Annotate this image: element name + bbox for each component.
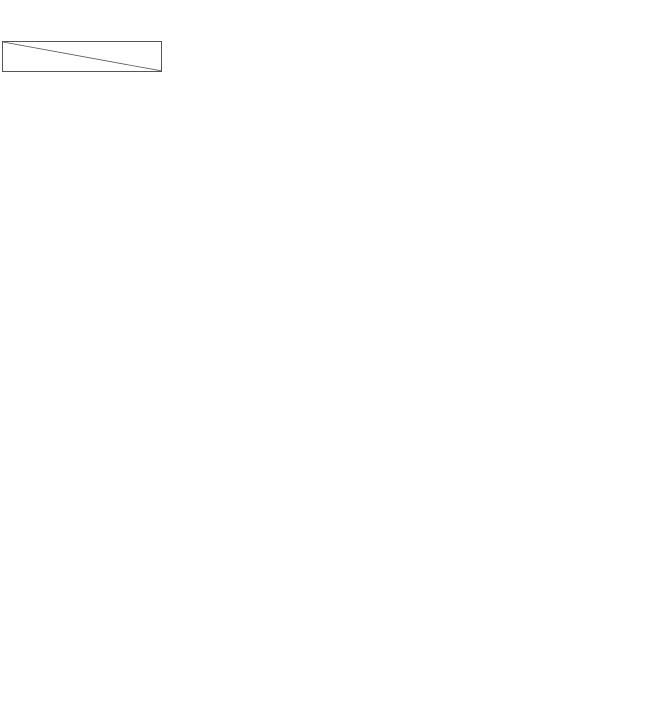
financial-table — [2, 41, 647, 72]
header-row — [3, 42, 647, 72]
corner-diagonal — [3, 42, 162, 71]
corner-header — [3, 42, 162, 72]
